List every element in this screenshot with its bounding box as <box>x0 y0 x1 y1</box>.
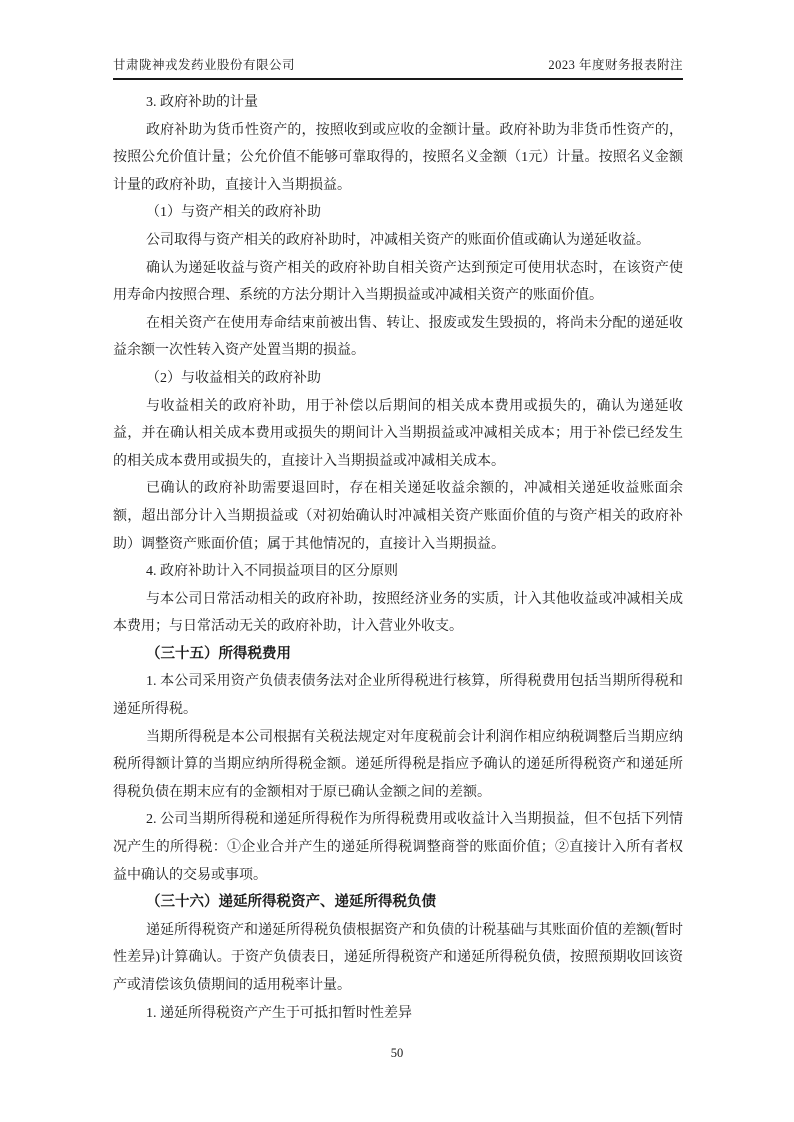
page-header <box>113 55 683 80</box>
header-company-name: 甘肃陇神戎发药业股份有限公司 <box>113 58 296 72</box>
paragraph: 2. 公司当期所得税和递延所得税作为所得税费用或收益计入当期损益，但不包括下列情况产生的所得税：①企业合并产生的递延所得税调整商誉的账面价值；②直接计入所有者权益中确认的交易或事项。 <box>113 812 683 883</box>
sub-heading: （1）与资产相关的政府补助 <box>146 205 321 221</box>
sub-heading: 3. 政府补助的计量 <box>146 95 258 110</box>
paragraph: 与本公司日常活动相关的政府补助，按照经济业务的实质，计入其他收益或冲减相关成本费用；与日常活动无关的政府补助，计入营业外收支。 <box>113 591 683 635</box>
paragraph: 递延所得税资产和递延所得税负债根据资产和负债的计税基础与其账面价值的差额(暂时性差异)计算确认。于资产负债表日，递延所得税资产和递延所得税负债，按照预期收回该资产或清偿该负债期间的适用税率计量。 <box>113 922 683 993</box>
section-heading: （三十五）所得税费用 <box>146 645 291 662</box>
paragraph: 在相关资产在使用寿命结束前被出售、转让、报废或发生毁损的，将尚未分配的递延收益余额一次性转入资产处置当期的损益。 <box>113 315 683 359</box>
sub-heading: 1. 递延所得税资产产生于可抵扣暂时性差异 <box>146 1005 412 1021</box>
paragraph: 公司取得与资产相关的政府补助时，冲减相关资产的账面价值或确认为递延收益。 <box>146 232 650 248</box>
paragraph: 已确认的政府补助需要退回时，存在相关递延收益余额的，冲减相关递延收益账面余额，超出部分计入当期损益或（对初始确认时冲减相关资产账面价值的与资产相关的政府补助）调整资产账面价值；属于其他情况的，直接计入当期损益。 <box>113 481 683 552</box>
paragraph: 1. 本公司采用资产负债表债务法对企业所得税进行核算，所得税费用包括当期所得税和递延所得税。 <box>113 674 683 718</box>
sub-heading: （2）与收益相关的政府补助 <box>146 370 321 386</box>
header-report-title: 2023 年度财务报表附注 <box>548 58 683 72</box>
section-heading: （三十六）递延所得税资产、递延所得税负债 <box>146 894 436 911</box>
sub-heading: 4. 政府补助计入不同损益项目的区分原则 <box>146 564 398 580</box>
paragraph: 与收益相关的政府补助，用于补偿以后期间的相关成本费用或损失的，确认为递延收益，并在确认相关成本费用或损失的期间计入当期损益或冲减相关成本；用于补偿已经发生的相关成本费用或损失的，直接计入当期损益或冲减相关成本。 <box>113 398 683 469</box>
paragraph: 确认为递延收益与资产相关的政府补助自相关资产达到预定可使用状态时，在该资产使用寿命内按照合理、系统的方法分期计入当期损益或冲减相关资产的账面价值。 <box>113 260 683 304</box>
document-body <box>113 89 683 1027</box>
paragraph: 政府补助为货币性资产的，按照收到或应收的金额计量。政府补助为非货币性资产的，按照公允价值计量；公允价值不能够可靠取得的，按照名义金额（1元）计量。按照名义金额计量的政府补助，直接计入当期损益。 <box>113 122 683 193</box>
page-number: 50 <box>390 1046 404 1060</box>
page-footer <box>0 1046 794 1061</box>
paragraph: 当期所得税是本公司根据有关税法规定对年度税前会计利润作相应纳税调整后当期应纳税所得额计算的当期应纳所得税金额。递延所得税是指应予确认的递延所得税资产和递延所得税负债在期末应有的金额相对于原已确认金额之间的差额。 <box>113 729 683 800</box>
